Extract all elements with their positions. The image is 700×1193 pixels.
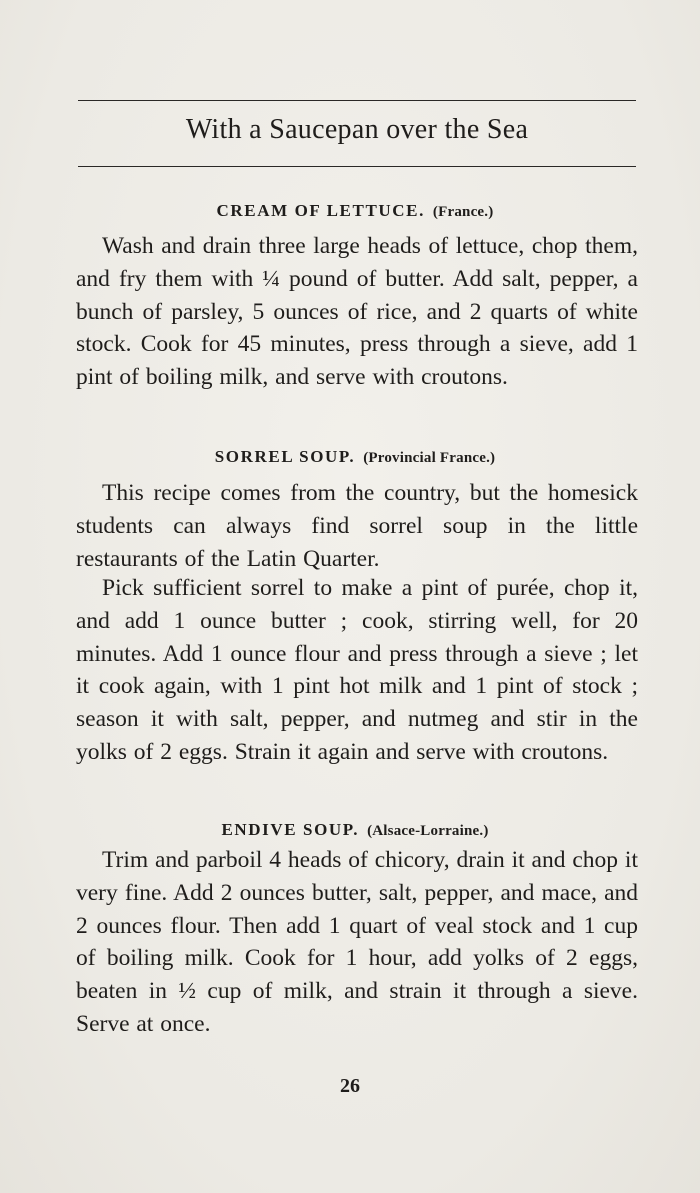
recipe-region: (Provincial France.) — [363, 450, 496, 466]
recipe-heading-cream-of-lettuce — [60, 201, 650, 221]
recipe-title: SORREL SOUP. — [214, 447, 356, 466]
recipe-title: CREAM OF LETTUCE. — [216, 201, 425, 220]
recipe-region: (France.) — [432, 204, 494, 220]
running-head: With a Saucepan over the Sea — [185, 114, 529, 145]
recipe-paragraph — [76, 230, 638, 394]
header-rule-bottom — [78, 166, 636, 167]
paragraph-text: Trim and parboil 4 heads of chicory, drain it and chop it very fine. Add 2 ounces butter, salt, pepper, and mace, and 2 ounces flour. Then add 1 quart of veal stock and 1 cup of boiling milk. Cook for 1 hour, add yolks of 2 eggs, beaten in ½ cup of milk, and strain it through a sieve. Serve at once. — [76, 847, 638, 1037]
recipe-heading-endive-soup — [60, 820, 650, 840]
recipe-paragraph — [76, 477, 638, 575]
page-number: 26 — [340, 1075, 360, 1097]
recipe-heading-sorrel-soup — [60, 447, 650, 467]
recipe-region: (Alsace-Lorraine.) — [367, 823, 489, 839]
recipe-title: ENDIVE SOUP. — [221, 820, 360, 839]
paragraph-text: Wash and drain three large heads of lettuce, chop them, and fry them with ¼ pound of butter. Add salt, pepper, a bunch of parsley, 5 ounces of rice, and 2 quarts of white stock. Cook for 45 minutes, press through a sieve, add 1 pint of boiling milk, and serve with croutons. — [76, 233, 638, 391]
paragraph-text: Pick sufficient sorrel to make a pint of purée, chop it, and add 1 ounce butter ; cook, stirring well, for 20 minutes. Add 1 ounce flour and press through a sieve ; let it cook again, with 1 pint hot milk and 1 pint of stock ; season it with salt, pepper, and nutmeg and stir in the yolks of 2 eggs. Strain it again and serve with croutons. — [76, 575, 638, 765]
header-rule-top — [78, 100, 636, 101]
recipe-paragraph — [76, 844, 638, 1041]
paragraph-text: This recipe comes from the country, but the homesick students can always find sorrel soup in the little restaurants of the Latin Quarter. — [76, 480, 638, 572]
recipe-paragraph — [76, 572, 638, 769]
